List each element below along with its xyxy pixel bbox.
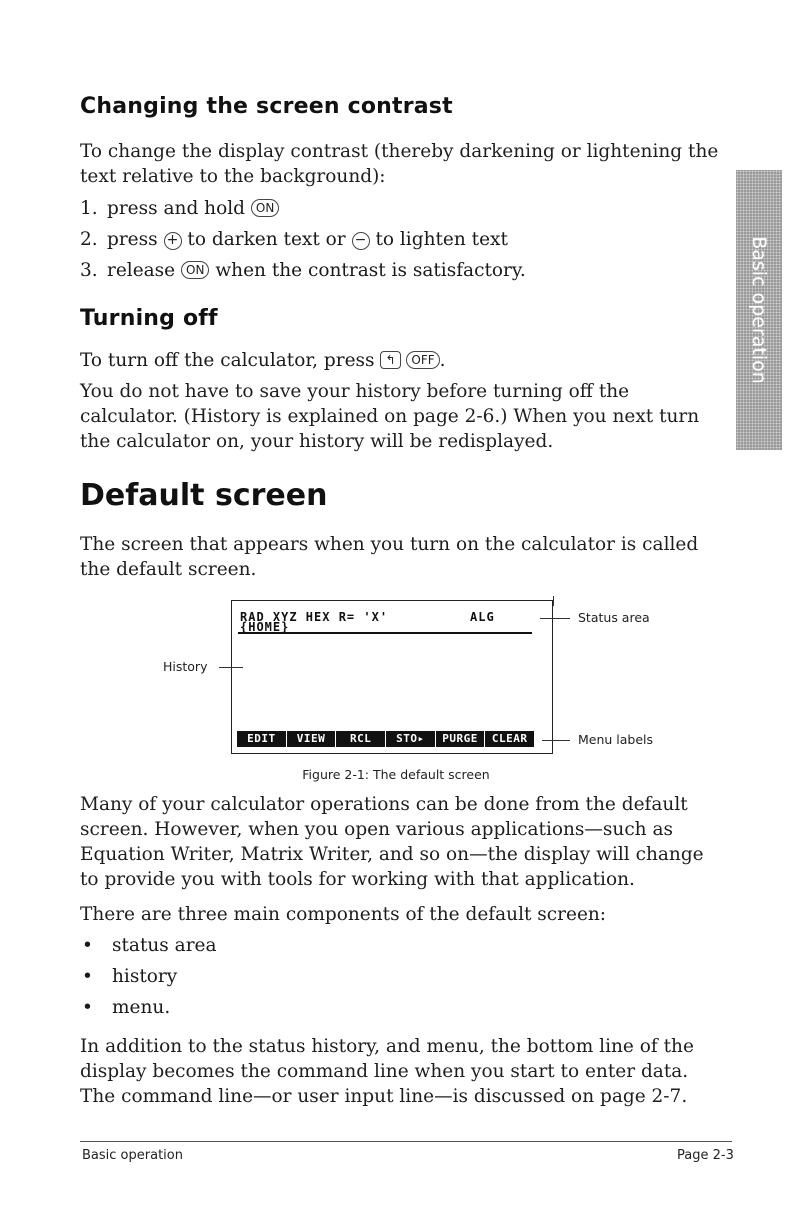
status-divider [238, 632, 532, 634]
heading-default-screen: Default screen [80, 478, 328, 513]
menu-callout-line [542, 740, 570, 741]
menu-key-clear: CLEAR [485, 731, 534, 747]
menu-key-view: VIEW [287, 731, 336, 747]
status-line-2: {HOME} [240, 620, 290, 634]
status-line-1: RAD XYZ HEX R= 'X' [240, 610, 389, 624]
turn-off-instruction: To turn off the calculator, press ↰ OFF . [80, 350, 446, 371]
footer-chapter: Basic operation [82, 1148, 183, 1163]
status-mode: ALG [470, 610, 495, 624]
right-shift-key-icon: ↰ [380, 351, 400, 369]
default-screen-para-1: Many of your calculator operations can be done from the default screen. However, when you open various applications—such as Equation Writer, Matrix Writer, and so on—the display will change to provide you with tools for working with that application. [80, 794, 704, 890]
menu-key-purge: PURGE [436, 731, 485, 747]
figure-caption: Figure 2-1: The default screen [302, 767, 490, 782]
menu-key-edit: EDIT [237, 731, 286, 747]
default-screen-para-2: There are three main components of the default screen: [80, 904, 607, 925]
status-bracket [553, 596, 554, 606]
bullet-status-area: • status area [82, 935, 217, 956]
default-screen-intro: The screen that appears when you turn on the calculator is called the default screen. [80, 534, 699, 580]
contrast-step-2: 2. press + to darken text or − to lighten text [80, 229, 508, 250]
minus-key-icon: − [352, 232, 370, 250]
contrast-intro: To change the display contrast (thereby darkening or lightening the text relative to the background): [80, 141, 719, 187]
side-tab-label: Basic operation [748, 236, 770, 384]
label-history: History [163, 659, 208, 674]
heading-turning-off: Turning off [80, 306, 218, 331]
plus-key-icon: + [164, 232, 182, 250]
menu-labels-bar [237, 731, 535, 747]
history-callout-line [219, 667, 243, 668]
contrast-step-1: 1. press and hold ON [80, 196, 279, 221]
on-key-icon: ON [181, 261, 209, 279]
label-menu-labels: Menu labels [578, 732, 654, 747]
footer-page-number: Page 2-3 [677, 1148, 734, 1163]
turn-off-history-note: You do not have to save your history before turning off the calculator. (History is explained on page 2-6.) When you next turn the calculator on, your history will be redisplayed. [80, 381, 700, 452]
bullet-menu: • menu. [82, 997, 171, 1018]
status-callout-line [540, 618, 570, 619]
footer-rule [80, 1141, 732, 1142]
menu-key-sto: STO▸ [386, 731, 435, 747]
on-key-icon: ON [251, 199, 279, 217]
bullet-history: • history [82, 966, 178, 987]
menu-key-rcl: RCL [336, 731, 385, 747]
contrast-step-3: 3. release ON when the contrast is satisfactory. [80, 260, 526, 281]
label-status-area: Status area [578, 610, 650, 625]
default-screen-para-3: In addition to the status history, and menu, the bottom line of the display becomes the command line when you start to enter data. The command line—or user input line—is discussed on page 2-7. [80, 1036, 694, 1107]
off-key-icon: OFF [406, 351, 439, 369]
heading-contrast: Changing the screen contrast [80, 94, 453, 119]
chapter-side-tab [736, 170, 782, 450]
